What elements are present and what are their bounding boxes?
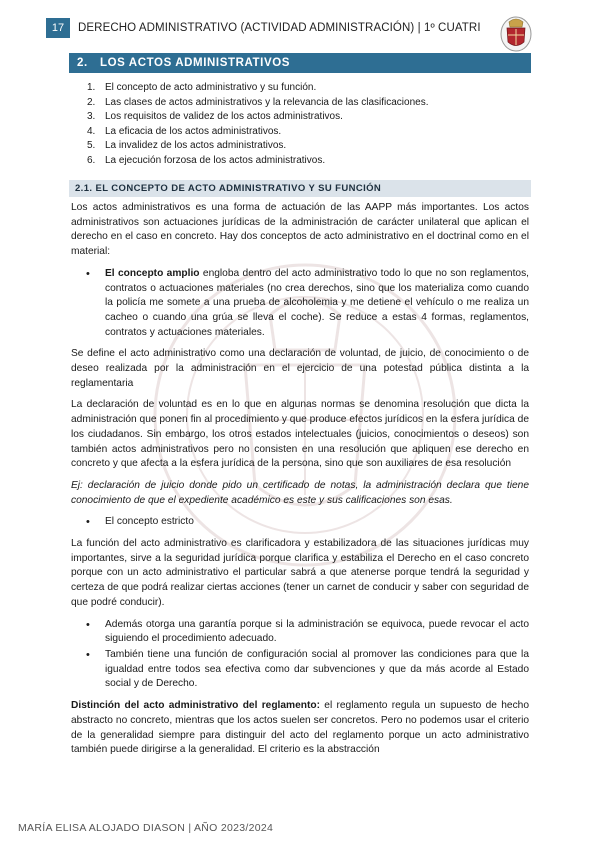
bullet-icon: • <box>86 648 90 661</box>
outline-item: 3. Los requisitos de validez de los actos administrativos. <box>87 111 343 122</box>
paragraph: Los actos administrativos es una forma de actuación de las AAPP más importantes. Los actos administrativos son actuaciones jurídicas de la administración de carácter unilateral que aplican el derecho en el caso en concreto. Hay dos conceptos de acto administrativo en el doctrinal como en el material: <box>71 202 529 258</box>
outline-item: 4. La eficacia de los actos administrativos. <box>87 125 282 137</box>
bullet-item: • El concepto amplio engloba dentro del acto administrativo todo lo que no son reglamentos, contratos o actuaciones materiales (no crea derechos, sino que los materializa como cuando la policía me somete a una prueba de alcoholemia y me detiene el vehículo o me realiza un cacheo o cuando una grúa se lleva el coche). Se reduce a estas 4 formas, reglamentos, contratos y actuaciones materiales. <box>86 267 529 338</box>
page-number: 17 <box>46 18 70 38</box>
page-footer <box>0 818 600 848</box>
paragraph: Distinción del acto administrativo del reglamento: el reglamento regula un supuesto de hecho abstracto no concreto, mientras que los actos suelen ser concretos. Pero no podemos usar el criterio de la generalidad siempre para distinguir del acto del reglamento porque un acto administrativo también puede dirigirse a la generalidad. El criterio es la abstracción <box>71 700 529 756</box>
bullet-icon: • <box>86 516 90 529</box>
bullet-item: • Además otorga una garantía porque si la administración se equivoca, puede revocar el acto siguiendo el procedimiento adecuado. <box>86 618 529 645</box>
bullet-item: • También tiene una función de configuración social al promover las condiciones para que la igualdad entre todos sea efectiva como dar subvenciones y que da más acorde al Estado social y de Derecho. <box>86 648 529 690</box>
university-logo-icon <box>499 14 533 54</box>
bullet-list <box>71 618 529 693</box>
bullet-icon: • <box>86 618 90 631</box>
section-outline <box>87 81 429 168</box>
outline-item: 2. Las clases de actos administrativos y la relevancia de las clasificaciones. <box>87 96 429 108</box>
header-title: DERECHO ADMINISTRATIVO (ACTIVIDAD ADMINISTRACIÓN) | 1º CUATRI <box>78 22 481 34</box>
page-header <box>0 14 600 48</box>
bullet-list <box>71 267 529 341</box>
outline-item: 1. El concepto de acto administrativo y su función. <box>87 82 317 93</box>
paragraph: La declaración de voluntad es en lo que en algunas normas se denomina resolución que dicta la administración que ponen fin al procedimiento y que produce efectos jurídicos en la esfera jurídica de los ciudadanos. Sin embargo, los otros estados intelectuales (juicios, conocimientos o deseos) son también actos administrativos pero no consisten en una resolución que apliquen ese derecho en concreto y que afecta a la esfera jurídica de la persona, sino que son auxiliares de esa resolución <box>71 399 529 470</box>
outline-item: 6. La ejecución forzosa de los actos administrativos. <box>87 154 326 166</box>
footer-author: MARÍA ELISA ALOJADO DIASON | AÑO 2023/2024 <box>18 822 274 834</box>
bullet-item: • El concepto estricto <box>86 516 194 529</box>
section-number: 2. <box>77 57 88 69</box>
section-title-bar <box>69 53 531 73</box>
paragraph: La función del acto administrativo es clarificadora y estabilizadora de las situaciones jurídicas muy importantes, sirve a la seguridad jurídica porque clarifica y estabiliza el Derecho en el caso concreto porque con un acto administrativo el particular sabrá a que atenerse porque tendrá la seguridad y certeza de que podrá realizar ciertas acciones (tener un carnet de conducir y saber con seguridad de que podré conducir). <box>71 538 529 608</box>
subsection-title: 2.1. EL CONCEPTO DE ACTO ADMINISTRATIVO Y SU FUNCIÓN <box>69 180 531 197</box>
bullet-icon: • <box>86 267 90 280</box>
body-content <box>71 201 529 765</box>
paragraph: Se define el acto administrativo como una declaración de voluntad, de juicio, de conocimiento o de deseo realizada por la administración en el ejercicio de una potestad pública distinta a la reglamentaria <box>71 348 529 389</box>
section-title: LOS ACTOS ADMINISTRATIVOS <box>100 57 291 69</box>
example-paragraph: Ej: declaración de juicio donde pido un certificado de notas, la administración declara que tiene conocimiento de que el expediente académico es este y sus calificaciones son esas. <box>71 479 529 506</box>
bullet-list <box>71 515 529 530</box>
outline-item: 5. La invalidez de los actos administrativos. <box>87 140 287 151</box>
